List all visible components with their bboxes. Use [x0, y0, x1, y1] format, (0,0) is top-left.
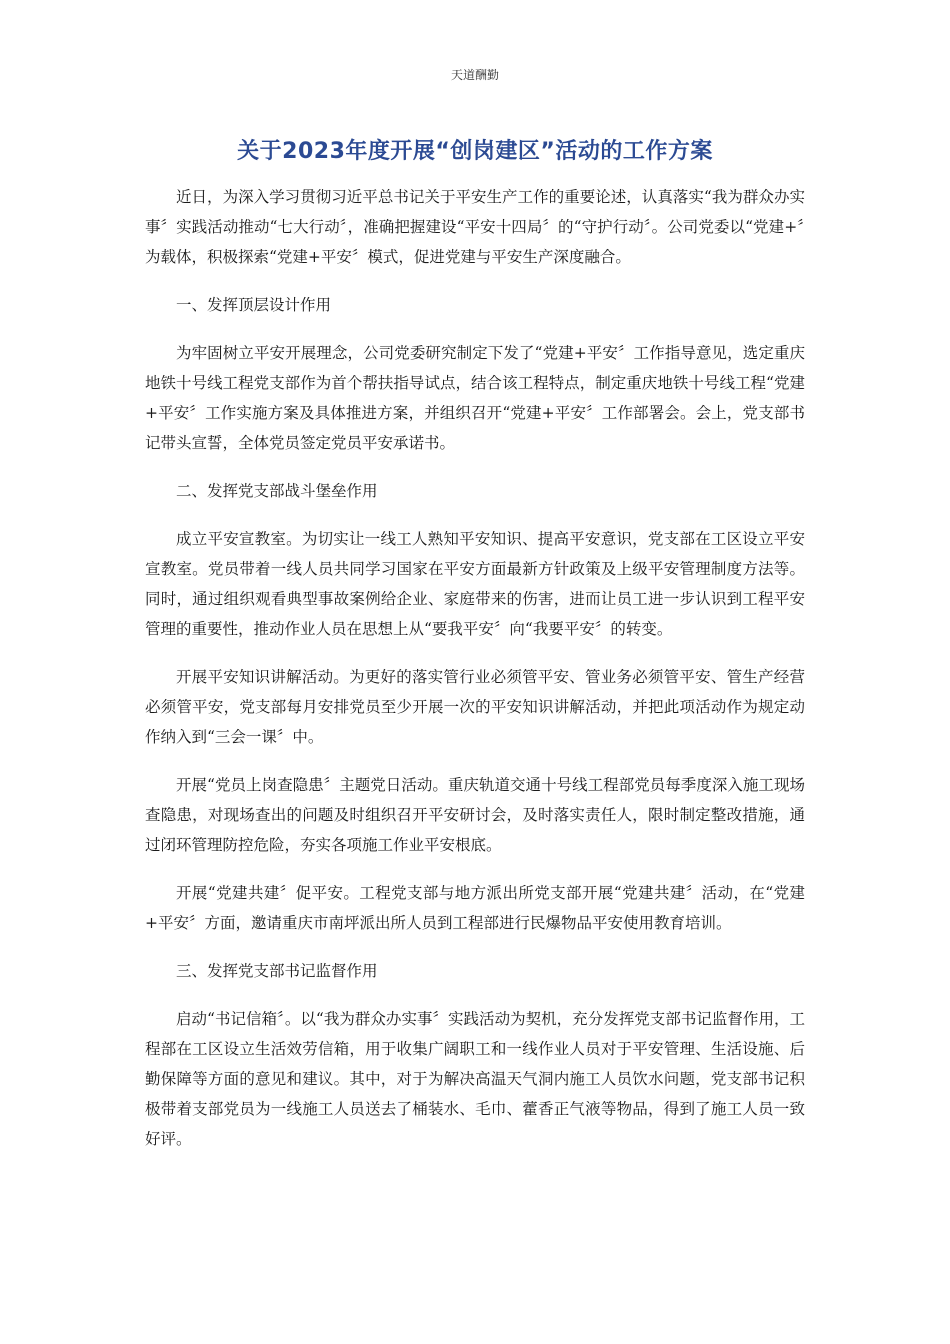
body-paragraph: 开展“党建共建〞促平安。工程党支部与地方派出所党支部开展“党建共建〞活动，在“党建+平安〞方面，邀请重庆市南坪派出所人员到工程部进行民爆物品平安使用教育培训。 — [145, 884, 805, 932]
body-paragraph: 启动“书记信箱〞。以“我为群众办实事〞实践活动为契机，充分发挥党支部书记监督作用，工程部在工区设立生活效劳信箱，用于收集广阔职工和一线作业人员对于平安管理、生活设施、后勤保障等方面的意见和建议。其中，对于为解决高温天气洞内施工人员饮水问题，党支部书记积极带着支部党员为一线施工人员送去了桶装水、毛巾、藿香正气液等物品，得到了施工人员一致好评。 — [145, 1010, 805, 1148]
body-paragraph: 开展平安知识讲解活动。为更好的落实管行业必须管平安、管业务必须管平安、管生产经营必须管平安，党支部每月安排党员至少开展一次的平安知识讲解活动，并把此项活动作为规定动作纳入到“三会一课〞中。 — [145, 668, 805, 746]
body-paragraph: 成立平安宣教室。为切实让一线工人熟知平安知识、提高平安意识，党支部在工区设立平安宣教室。党员带着一线人员共同学习国家在平安方面最新方针政策及上级平安管理制度方法等。同时，通过组织观看典型事故案例给企业、家庭带来的伤害，进而让员工进一步认识到工程平安管理的重要性，推动作业人员在思想上从“要我平安〞向“我要平安〞的转变。 — [145, 530, 805, 638]
body-paragraph: 为牢固树立平安开展理念，公司党委研究制定下发了“党建+平安〞工作指导意见，选定重庆地铁十号线工程党支部作为首个帮扶指导试点，结合该工程特点，制定重庆地铁十号线工程“党建+平安〞工作实施方案及具体推进方案，并组织召开“党建+平安〞工作部署会。会上，党支部书记带头宣誓，全体党员签定党员平安承诺书。 — [145, 344, 805, 452]
section-heading-3: 三、发挥党支部书记监督作用 — [176, 962, 378, 980]
document-body — [145, 182, 805, 1172]
document-title: 关于2023年度开展“创岗建区”活动的工作方案 — [237, 139, 713, 164]
intro-paragraph: 近日，为深入学习贯彻习近平总书记关于平安生产工作的重要论述，认真落实“我为群众办实事〞实践活动推动“七大行动〞，准确把握建设“平安十四局〞的“守护行动〞。公司党委以“党建+〞为载体，积极探索“党建+平安〞模式，促进党建与平安生产深度融合。 — [145, 188, 805, 266]
page-header: 天道酬勤 — [450, 68, 499, 82]
section-heading-2: 二、发挥党支部战斗堡垒作用 — [176, 482, 378, 500]
body-paragraph: 开展“党员上岗查隐患〞主题党日活动。重庆轨道交通十号线工程部党员每季度深入施工现场查隐患，对现场查出的问题及时组织召开平安研讨会，及时落实责任人，限时制定整改措施，通过闭环管理防控危险，夯实各项施工作业平安根底。 — [145, 776, 805, 854]
section-heading-1: 一、发挥顶层设计作用 — [176, 296, 332, 314]
